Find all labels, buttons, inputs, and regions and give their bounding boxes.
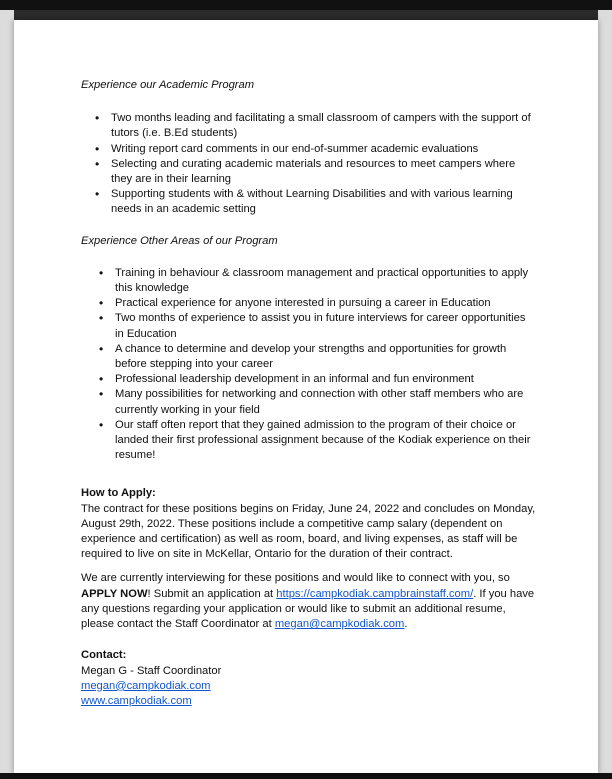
contact-email-link[interactable]: megan@campkodiak.com (81, 679, 211, 692)
list-item: • Selecting and curating academic materials and resources to meet campers where they are in their learning (81, 157, 536, 187)
academic-list (81, 111, 536, 217)
contact-name: Megan G - Staff Coordinator (81, 664, 222, 677)
apply-text-3: . If you have any questions regarding your application or would like to submit an additional resume, please contact the Staff Coordinator at (81, 587, 535, 631)
list-item: • Practical experience for anyone interested in pursuing a career in Education (81, 296, 536, 311)
list-item: • Two months of experience to assist you in future interviews for career opportunities in Education (81, 311, 536, 341)
viewer-bottom-bar (0, 773, 612, 779)
other-areas-list (81, 266, 536, 464)
list-item: • A chance to determine and develop your strengths and opportunities for growth before stepping into your career (81, 342, 536, 372)
contract-paragraph: The contract for these positions begins on Friday, June 24, 2022 and concludes on Monday, August 29th, 2022. These positions include a competitive camp salary (dependent on experience and certification) as well as room, board, and living expenses, as staff will be required to live on site in McKellar, Ontario for the duration of their contract. (81, 502, 536, 561)
document-page (14, 20, 598, 773)
viewer-top-bar (0, 0, 612, 10)
list-item: • Supporting students with & without Learning Disabilities and with various learning needs in an academic setting (81, 187, 536, 217)
list-item: • Professional leadership development in an informal and fun environment (81, 372, 536, 387)
apply-now-bold: APPLY NOW (81, 587, 148, 600)
background-left-strip (0, 10, 14, 779)
contact-heading: Contact: (81, 649, 127, 662)
application-link[interactable]: https://campkodiak.campbrainstaff.com/ (276, 587, 474, 600)
background-right-strip (598, 10, 612, 779)
coordinator-email-link[interactable]: megan@campkodiak.com (274, 618, 405, 631)
how-to-apply-heading: How to Apply: (81, 487, 156, 500)
document-content (81, 78, 536, 709)
apply-text-end: . (404, 618, 408, 631)
list-item: • Two months leading and facilitating a small classroom of campers with the support of tutors (i.e. B.Ed students) (81, 111, 536, 141)
apply-paragraph (81, 571, 536, 632)
section-title-other: Experience Other Areas of our Program (81, 234, 278, 247)
website-link[interactable]: www.campkodiak.com (81, 694, 192, 707)
section-title-academic: Experience our Academic Program (81, 79, 255, 91)
list-item: • Training in behaviour & classroom management and practical opportunities to apply this knowledge (81, 266, 536, 296)
list-item: • Many possibilities for networking and connection with other staff members who are currently working in your field (81, 387, 536, 417)
apply-text-2: ! Submit an application at (147, 587, 277, 600)
list-item: • Our staff often report that they gained admission to the program of their choice or landed their first professional assignment because of the Kodiak experience on their resume! (81, 418, 536, 464)
apply-text-1: We are currently interviewing for these positions and would like to connect with you, so (81, 572, 510, 585)
list-item: • Writing report card comments in our end-of-summer academic evaluations (81, 142, 536, 157)
